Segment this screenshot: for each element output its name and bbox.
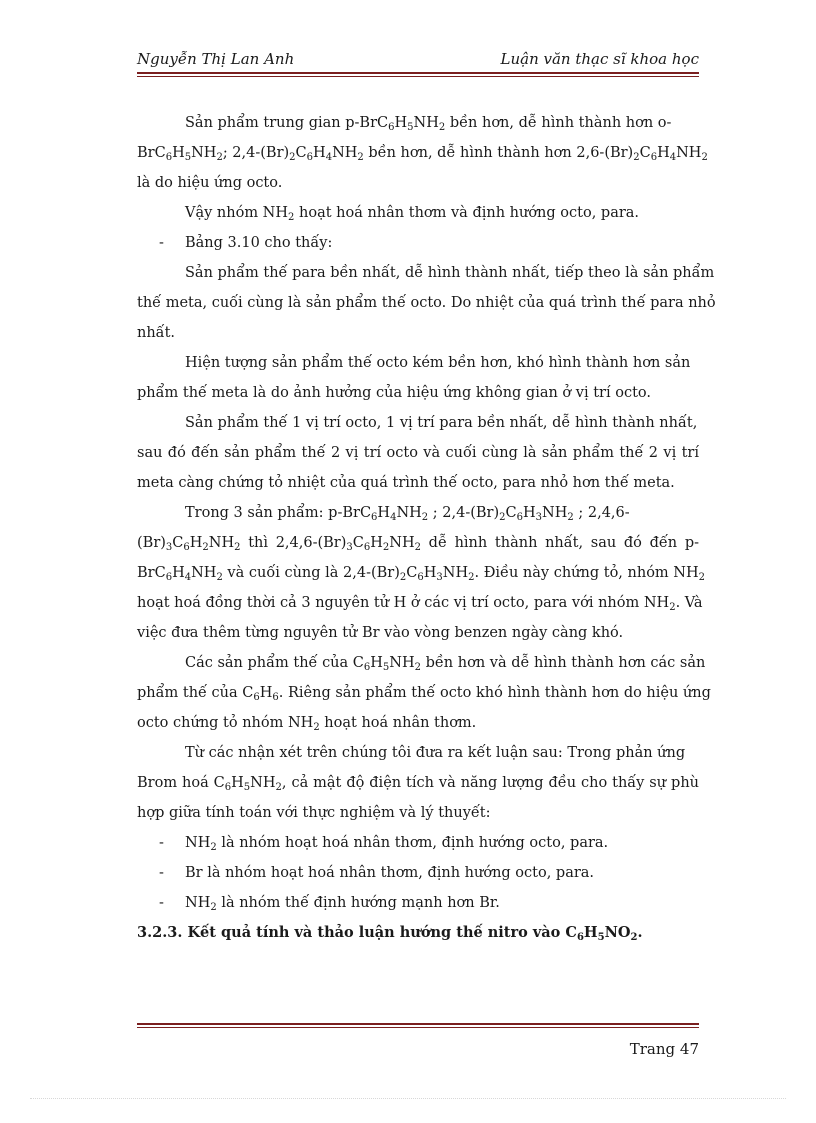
subscript: 5 — [243, 782, 251, 793]
subscript: 2 — [421, 512, 429, 523]
text-run: H — [657, 145, 670, 161]
text-run: BrC — [137, 145, 166, 161]
text-run: NH — [413, 115, 439, 131]
footer-rule-thin — [137, 1027, 699, 1028]
text-run: H — [189, 535, 203, 551]
text-run: H — [231, 775, 244, 791]
page-edge-dotted-line — [30, 1098, 786, 1099]
text-run: là nhóm hoạt hoá nhân thơm, định hướng octo, para. — [216, 835, 609, 851]
subscript: 2 — [414, 542, 421, 553]
list-item — [137, 828, 699, 858]
text-run: 3.2.3. Kết quả tính và thảo luận hướng thế nitro vào C — [137, 924, 577, 941]
paragraph-line: Hiện tượng sản phẩm thế octo kém bền hơn, khó hình thành hơn sản — [185, 355, 691, 371]
text-run: hoạt hoá nhân thơm và định hướng octo, para. — [294, 205, 640, 221]
subscript: 2 — [414, 662, 421, 673]
subscript: 6 — [306, 152, 314, 163]
subscript: 6 — [253, 692, 260, 703]
text-run: Trong 3 sản phẩm: p-BrC — [185, 505, 372, 521]
page-number: Trang 47 — [629, 1040, 699, 1058]
list-item — [137, 858, 699, 888]
subscript: 2 — [234, 542, 241, 553]
subscript: 2 — [499, 512, 506, 523]
text-run: C — [639, 145, 651, 161]
subscript: 4 — [184, 572, 192, 583]
subscript: 6 — [183, 542, 190, 553]
subscript: 6 — [224, 782, 232, 793]
subscript: 6 — [363, 662, 371, 673]
text-run: H — [172, 145, 185, 161]
subscript: 2 — [202, 542, 209, 553]
list-item — [137, 228, 699, 258]
subscript: 2 — [210, 902, 217, 913]
subscript: 6 — [272, 692, 279, 703]
text-run: NH — [250, 775, 276, 791]
text-run: C — [352, 535, 364, 551]
subscript: 2 — [313, 722, 320, 733]
text-run: NH — [185, 895, 211, 911]
text-run: NH — [396, 505, 422, 521]
text-run: H — [394, 115, 408, 131]
subscript: 2 — [288, 212, 295, 223]
paragraph-line — [137, 558, 705, 588]
paragraph-line: hợp giữa tính toán với thực nghiệm và lý thuyết: — [137, 805, 491, 821]
header-rule — [137, 72, 699, 74]
text-run: bền hơn, dễ hình thành hơn o- — [445, 115, 672, 131]
list-dash: - — [159, 835, 164, 851]
text-run: C — [172, 535, 184, 551]
text-run: Brom hoá C — [137, 775, 225, 791]
text-run: H — [423, 565, 437, 581]
list-item-text — [185, 895, 500, 911]
subscript: 2 — [275, 782, 282, 793]
subscript: 4 — [390, 512, 397, 523]
subscript: 2 — [669, 602, 676, 613]
text-run: H — [172, 565, 185, 581]
paragraph-line: sau đó đến sản phẩm thế 2 vị trí octo và cuối cùng là sản phẩm thế 2 vị trí — [137, 445, 699, 461]
text-run: Sản phẩm trung gian p-BrC — [185, 115, 389, 131]
text-run: C — [295, 145, 307, 161]
text-run: (Br) — [137, 535, 166, 551]
text-run: NH — [332, 145, 358, 161]
text-run: BrC — [137, 565, 166, 581]
paragraph-line: thế meta, cuối cùng là sản phẩm thế octo. Do nhiệt của quá trình thế para nhỏ — [137, 295, 716, 311]
list-item — [137, 888, 699, 918]
subscript: 6 — [516, 512, 523, 523]
text-run: NO — [604, 924, 631, 941]
paragraph-line — [137, 588, 703, 618]
paragraph-line: phẩm thế meta là do ảnh hưởng của hiệu ứng không gian ở vị trí octo. — [137, 385, 651, 401]
text-run: NH — [389, 655, 415, 671]
page-header — [137, 46, 699, 72]
header-thesis-title: Luận văn thạc sĩ khoa học — [500, 50, 699, 68]
paragraph-line: meta càng chứng tỏ nhiệt của quá trình thế octo, para nhỏ hơn thế meta. — [137, 475, 675, 491]
text-run: H — [370, 655, 383, 671]
subscript: 2 — [468, 572, 475, 583]
text-run: C — [505, 505, 517, 521]
header-author: Nguyễn Thị Lan Anh — [137, 50, 295, 68]
text-run: ; 2,4,6- — [573, 505, 630, 521]
text-run: H — [377, 505, 391, 521]
subscript: 5 — [184, 152, 192, 163]
text-run: phẩm thế của C — [137, 685, 254, 701]
text-run: NH — [542, 505, 568, 521]
text-run: NH — [442, 565, 469, 581]
paragraph-line — [137, 648, 706, 678]
text-run: hoạt hoá nhân thơm. — [319, 715, 477, 731]
text-run: Các sản phẩm thế của C — [185, 655, 364, 671]
text-run: ; 2,4-(Br) — [222, 145, 290, 161]
subscript: 3 — [436, 572, 443, 583]
subscript: 2 — [438, 122, 446, 133]
paragraph-line: nhất. — [137, 325, 175, 341]
text-run: H — [370, 535, 383, 551]
subscript: 6 — [576, 932, 584, 943]
paragraph-line — [137, 138, 708, 168]
paragraph-line — [137, 198, 699, 228]
page-body — [137, 108, 716, 948]
subscript: 5 — [407, 122, 414, 133]
text-run: Vậy nhóm NH — [185, 205, 289, 221]
text-run: hoạt hoá đồng thời cả 3 nguyên tử H ở các vị trí octo, para với nhóm NH — [137, 595, 670, 611]
subscript: 6 — [371, 512, 378, 523]
paragraph-line — [137, 678, 711, 708]
subscript: 2 — [289, 152, 296, 163]
text-run: NH — [185, 835, 211, 851]
paragraph-line — [137, 768, 699, 798]
subscript: 5 — [382, 662, 390, 673]
subscript: 4 — [325, 152, 333, 163]
subscript: 2 — [633, 152, 640, 163]
paragraph-line — [137, 108, 699, 138]
list-item-text: Br là nhóm hoạt hoá nhân thơm, định hướng octo, para. — [185, 865, 595, 881]
paragraph-line: việc đưa thêm từng nguyên tử Br vào vòng benzen ngày càng khó. — [137, 625, 624, 641]
text-run: . Điều này chứng tỏ, nhóm NH — [474, 565, 699, 581]
section-heading — [137, 918, 699, 948]
text-run: và cuối cùng là 2,4-(Br) — [222, 565, 400, 581]
subscript: 3 — [346, 542, 353, 553]
subscript: 2 — [210, 842, 217, 853]
subscript: 2 — [698, 572, 705, 583]
subscript: 2 — [216, 152, 223, 163]
list-dash: - — [159, 895, 164, 911]
text-run: H — [583, 924, 598, 941]
subscript: 5 — [597, 932, 605, 943]
subscript: 6 — [650, 152, 658, 163]
subscript: 2 — [701, 152, 708, 163]
text-run: . — [637, 924, 643, 941]
subscript: 3 — [535, 512, 543, 523]
paragraph-line: là do hiệu ứng octo. — [137, 175, 283, 191]
text-run: NH — [389, 535, 415, 551]
text-run: NH — [208, 535, 235, 551]
text-run: bền hơn và dễ hình thành hơn các sản — [421, 655, 706, 671]
subscript: 6 — [165, 572, 173, 583]
footer-rule — [137, 1023, 699, 1025]
text-run: , cả mật độ điện tích và năng lượng đều cho thấy sự phù — [281, 775, 699, 791]
subscript: 6 — [417, 572, 424, 583]
paragraph-line — [137, 708, 699, 738]
subscript: 6 — [165, 152, 173, 163]
text-run: H — [523, 505, 536, 521]
subscript: 2 — [357, 152, 364, 163]
text-run: thì 2,4,6-(Br) — [240, 535, 347, 551]
subscript: 2 — [382, 542, 390, 553]
paragraph-line: Sản phẩm thế 1 vị trí octo, 1 vị trí para bền nhất, dễ hình thành nhất, — [185, 415, 698, 431]
paragraph-line: Sản phẩm thế para bền nhất, dễ hình thành nhất, tiếp theo là sản phẩm — [185, 265, 715, 281]
text-run: . Riêng sản phẩm thế octo khó hình thành hơn do hiệu ứng — [278, 685, 711, 701]
subscript: 6 — [363, 542, 371, 553]
text-run: H — [259, 685, 273, 701]
subscript: 2 — [630, 932, 638, 943]
text-run: NH — [676, 145, 702, 161]
subscript: 2 — [216, 572, 223, 583]
header-rule-thin — [137, 76, 699, 77]
subscript: 3 — [165, 542, 173, 553]
subscript: 2 — [567, 512, 574, 523]
text-run: dễ hình thành nhất, sau đó đến p- — [421, 535, 699, 551]
text-run: bền hơn, dễ hình thành hơn 2,6-(Br) — [363, 145, 634, 161]
list-item-text — [185, 835, 608, 851]
list-dash: - — [159, 235, 164, 251]
text-run: NH — [191, 565, 217, 581]
text-run: C — [406, 565, 418, 581]
text-run: NH — [191, 145, 217, 161]
subscript: 6 — [388, 122, 395, 133]
text-run: H — [313, 145, 326, 161]
subscript: 2 — [399, 572, 407, 583]
text-run: . Và — [675, 595, 703, 611]
paragraph-line: Từ các nhận xét trên chúng tôi đưa ra kết luận sau: Trong phản ứng — [185, 745, 686, 761]
subscript: 4 — [669, 152, 677, 163]
list-dash: - — [159, 865, 164, 881]
text-run: octo chứng tỏ nhóm NH — [137, 715, 314, 731]
paragraph-line — [137, 498, 699, 528]
list-item-text: Bảng 3.10 cho thấy: — [185, 235, 333, 251]
text-run: ; 2,4-(Br) — [428, 505, 500, 521]
paragraph-line — [137, 528, 699, 558]
text-run: là nhóm thế định hướng mạnh hơn Br. — [216, 895, 500, 911]
